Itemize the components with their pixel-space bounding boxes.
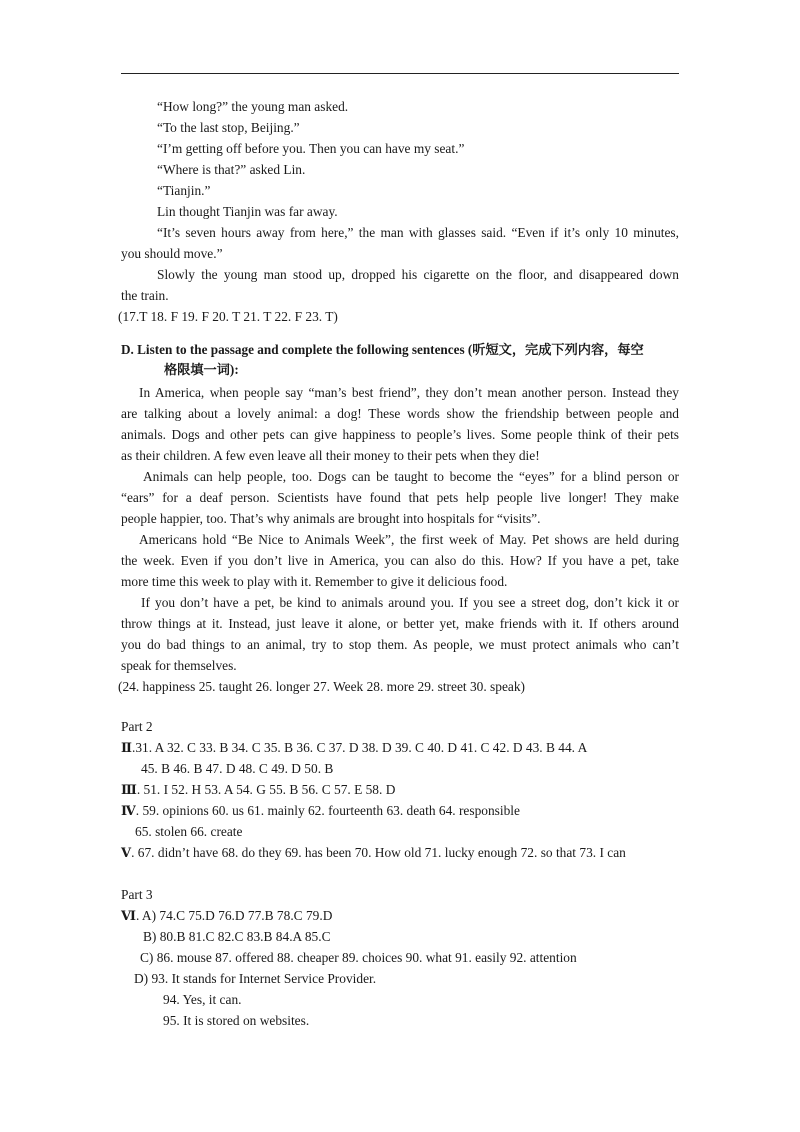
answer-v-line [121, 843, 681, 864]
answer-ii-line [121, 738, 681, 759]
part3-title: Part 3 [121, 887, 153, 902]
answer-ii-text: .31. A 32. C 33. B 34. C 35. B 36. C 37. D 38. D 39. C 40. D 41. C 42. D 43. B 44. A [131, 740, 588, 755]
answer-94: 94. Yes, it can. [163, 992, 242, 1007]
story-line: Slowly the young man stood up, dropped his cigarette on the floor, and disappeared down [157, 267, 679, 282]
story-line: “How long?” the young man asked. [157, 99, 349, 114]
passage-line: more time this week to play with it. Remember to give it delicious food. [121, 574, 508, 589]
passage-line: are talking about a lovely animal: a dog! These words show the friendship between people and [121, 406, 679, 421]
passage-line: “ears” for a deaf person. Scientists have found that pets help people live longer! They make [121, 490, 679, 505]
answer-vi-d: D) 93. It stands for Internet Service Provider. [134, 971, 377, 986]
answer-iv-line-cont: 65. stolen 66. create [135, 824, 243, 839]
passage-line: as their children. A few even leave all their money to their pets when they die! [121, 448, 540, 463]
part2-title: Part 2 [121, 719, 153, 734]
answer-vi-c: C) 86. mouse 87. offered 88. cheaper 89. choices 90. what 91. easily 92. attention [140, 950, 577, 965]
roman-numeral-v: Ⅴ [121, 846, 132, 861]
roman-numeral-iii: Ⅲ [121, 783, 137, 798]
passage-line: the week. Even if you don’t live in America, you can also do this. How? If you have a pet, take [121, 553, 679, 568]
answer-vi-line [121, 906, 681, 927]
story-line: “To the last stop, Beijing.” [157, 120, 300, 135]
passage-line: throw things at it. Instead, just leave it alone, or better yet, make friends with it. If others around [121, 616, 679, 631]
passage-line: Americans hold “Be Nice to Animals Week”, the first week of May. Pet shows are held during [139, 532, 679, 547]
answer-vi-a-text: . A) 74.C 75.D 76.D 77.B 78.C 79.D [135, 908, 333, 923]
passage-line: In America, when people say “man’s best friend”, they don’t mean another person. Instead they [139, 385, 679, 400]
answer-key-24-30: (24. happiness 25. taught 26. longer 27. Week 28. more 29. street 30. speak) [118, 679, 526, 694]
story-line: “Where is that?” asked Lin. [157, 162, 306, 177]
answer-iii-text: . 51. I 52. H 53. A 54. G 55. B 56. C 57. E 58. D [136, 782, 396, 797]
passage-line: you do bad things to an animal, try to stop them. As people, we must protect animals who can’t [121, 637, 679, 652]
roman-numeral-iv: Ⅳ [121, 804, 136, 819]
answer-v-text: . 67. didn’t have 68. do they 69. has been 70. How old 71. lucky enough 72. so that 73. I can [131, 845, 626, 860]
answer-iii-line [121, 780, 681, 801]
passage-line: Animals can help people, too. Dogs can be taught to become the “eyes” for a blind person or [143, 469, 679, 484]
passage-line: speak for themselves. [121, 658, 237, 673]
answer-95: 95. It is stored on websites. [163, 1013, 310, 1028]
roman-numeral-ii: Ⅱ [121, 741, 132, 756]
answer-ii-line-cont: 45. B 46. B 47. D 48. C 49. D 50. B [141, 761, 334, 776]
header-rule [121, 73, 679, 74]
section-d-heading-cont: 格限填一词): [164, 362, 239, 377]
passage-line: animals. Dogs and other pets can give happiness to people’s lives. Some people think of their pets [121, 427, 679, 442]
section-d-heading: D. Listen to the passage and complete the following sentences (听短文，完成下列内容，每空 [121, 342, 644, 357]
passage-line: If you don’t have a pet, be kind to animals around you. If you see a street dog, don’t kick it or [141, 595, 679, 610]
story-line: “Tianjin.” [157, 183, 211, 198]
roman-numeral-vi: Ⅵ [121, 909, 136, 924]
story-line: “It’s seven hours away from here,” the man with glasses said. “Even if it’s only 10 minutes, [157, 225, 679, 240]
story-line: “I’m getting off before you. Then you can have my seat.” [157, 141, 465, 156]
answer-key-17-23: (17.T 18. F 19. F 20. T 21. T 22. F 23. T) [118, 309, 338, 324]
answer-iv-text: . 59. opinions 60. us 61. mainly 62. fourteenth 63. death 64. responsible [135, 803, 520, 818]
answer-iv-line [121, 801, 681, 822]
passage-line: people happier, too. That’s why animals are brought into hospitals for “visits”. [121, 511, 541, 526]
story-line: the train. [121, 288, 169, 303]
story-line: you should move.” [121, 246, 223, 261]
answer-vi-b: B) 80.B 81.C 82.C 83.B 84.A 85.C [143, 929, 331, 944]
story-line: Lin thought Tianjin was far away. [157, 204, 338, 219]
